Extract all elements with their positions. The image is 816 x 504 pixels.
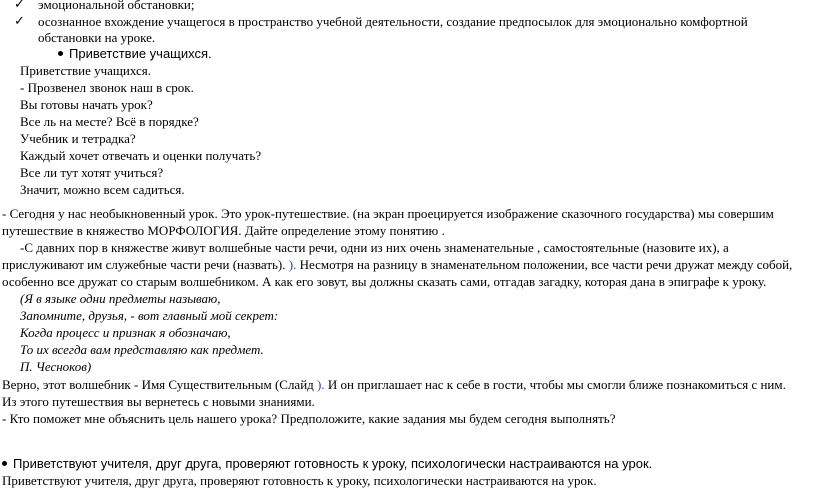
intro-line-1: - Сегодня у нас необыкновенный урок. Это урок-путешествие. (на экран проецируется изображение сказочного государства) мы совершим — [2, 206, 774, 221]
poem-line-3: Вы готовы начать урок? — [20, 97, 153, 112]
bullet-heading — [58, 46, 212, 62]
story-line-2 — [2, 257, 792, 273]
poem-line-6: Каждый хочет отвечать и оценки получать? — [20, 148, 262, 163]
checklist-item-1: эмоциональной обстановки; — [38, 0, 195, 12]
poem-line-4: Все ль на месте? Всё в порядке? — [20, 114, 199, 129]
conclusion-line-3: - Кто поможет мне объяснить цель нашего урока? Предположите, какие задания мы будем сегодня выполнять? — [2, 411, 616, 426]
checklist-item-2-cont: обстановки на уроке. — [38, 30, 156, 45]
story-line-2-part-a: прислуживают им служебные части речи (назвать). — [2, 257, 289, 272]
conclusion-line-1 — [2, 377, 786, 393]
student-activity-bullet-text: Приветствуют учителя, друг друга, проверяют готовность к уроку, психологически настраиваются на урок. — [13, 456, 653, 471]
student-activity-bullet — [2, 456, 652, 472]
epigraph-line-2: Запомните, друзья, - вот главный мой секрет: — [20, 308, 279, 323]
conclusion-line-1-part-c: И он приглашает нас к себе в гости, чтобы мы смогли ближе познакомиться с ним. — [324, 377, 786, 392]
checkmark-icon: ✓ — [14, 0, 25, 12]
epigraph-line-1: (Я в языке одни предметы называю, — [20, 291, 221, 306]
story-slide-marker: ). — [288, 257, 297, 272]
epigraph-author: П. Чесноков) — [20, 359, 92, 374]
story-line-3: особенно все дружат со старым волшебником. А как его зовут, вы должны сказать сами, отгадав загадку, которая дана в эпиграфе к уроку. — [2, 274, 767, 289]
intro-line-2: путешествие в княжество МОРФОЛОГИЯ. Дайте определение этому понятию . — [2, 223, 445, 238]
poem-line-8: Значит, можно всем садиться. — [20, 182, 185, 197]
student-activity-text: Приветствуют учителя, друг друга, проверяют готовность к уроку, психологически настраиваются на урок. — [2, 473, 597, 488]
epigraph-line-3: Когда процесс и признак я обозначаю, — [20, 325, 231, 340]
conclusion-line-1-part-a: Верно, этот волшебник - Имя Существительным (Слайд — [2, 377, 318, 392]
bullet-icon — [2, 461, 7, 466]
checklist-item-2: осознанное вхождение учащегося в пространство учебной деятельности, создание предпосылок для эмоционально комфортной — [38, 14, 748, 29]
bullet-icon — [58, 51, 63, 56]
poem-line-7: Все ли тут хотят учиться? — [20, 165, 164, 180]
checkmark-icon: ✓ — [14, 14, 25, 29]
story-line-1: -С давних пор в княжестве живут волшебные части речи, одни из них очень знаменательные , самостоятельные (назовите их), а — [20, 240, 729, 255]
poem-line-5: Учебник и тетрадка? — [20, 131, 136, 146]
poem-line-2: - Прозвенел звонок наш в срок. — [20, 80, 194, 95]
conclusion-line-2: Из этого путешествия вы вернетесь с новыми знаниями. — [2, 394, 315, 409]
conclusion-slide-marker: ). — [317, 377, 325, 392]
epigraph-line-4: То их всегда вам представляю как предмет. — [20, 342, 264, 357]
story-line-2-part-c: Несмотря на разницу в знаменательном положении, все части речи дружат между собой, — [296, 257, 793, 272]
poem-line-1: Приветствие учащихся. — [20, 63, 151, 78]
bullet-heading-text: Приветствие учащихся. — [69, 46, 212, 61]
